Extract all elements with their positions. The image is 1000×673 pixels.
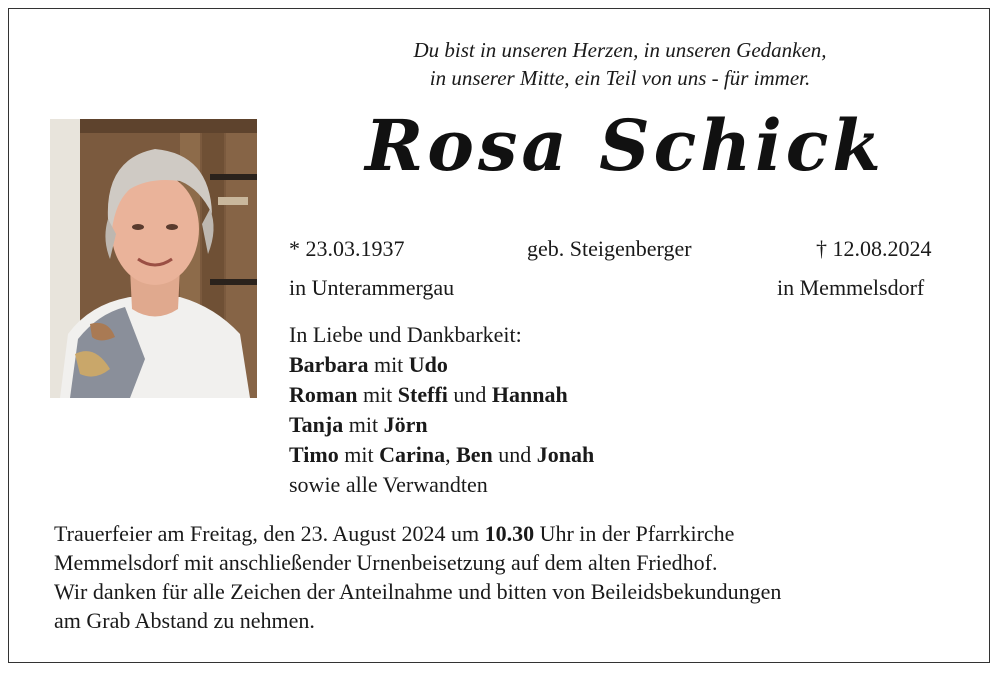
motto-line-2: in unserer Mitte, ein Teil von uns - für immer. (429, 66, 811, 90)
birth-place: in Unterammergau (289, 275, 455, 300)
mourner-line: Timo mit Carina, Ben und Jonah (289, 442, 595, 467)
portrait-photo (50, 119, 257, 398)
funeral-line-1: Trauerfeier am Freitag, den 23. August 2024 um 10.30 Uhr in der Pfarrkirche (54, 521, 735, 546)
birth-date: 23.03.1937 (305, 236, 405, 261)
mourners-intro: In Liebe und Dankbarkeit: (289, 322, 522, 347)
death-cross-icon: † (816, 236, 827, 261)
maiden-name: geb. Steigenberger (527, 236, 692, 261)
funeral-line-4: am Grab Abstand zu nehmen. (54, 608, 315, 633)
mourner-line: Tanja mit Jörn (289, 412, 428, 437)
death-info (816, 236, 932, 262)
funeral-notice (54, 519, 954, 635)
funeral-line-3: Wir danken für alle Zeichen der Anteilnahme und bitten von Beileidsbekundungen (54, 579, 782, 604)
birth-star-icon: * (289, 236, 300, 261)
funeral-line-2: Memmelsdorf mit anschließender Urnenbeisetzung auf dem alten Friedhof. (54, 550, 718, 575)
birth-info (289, 236, 405, 262)
motto-verse (320, 36, 920, 92)
mourner-line: Roman mit Steffi und Hannah (289, 382, 568, 407)
mourners-closing: sowie alle Verwandten (289, 472, 488, 497)
funeral-time: 10.30 (484, 521, 535, 546)
mourners-list (289, 320, 594, 500)
deceased-name: Rosa Schick (365, 104, 885, 187)
death-place: in Memmelsdorf (777, 275, 925, 300)
mourner-line: Barbara mit Udo (289, 352, 448, 377)
motto-line-1: Du bist in unseren Herzen, in unseren Gedanken, (413, 38, 827, 62)
death-date: 12.08.2024 (832, 236, 932, 261)
